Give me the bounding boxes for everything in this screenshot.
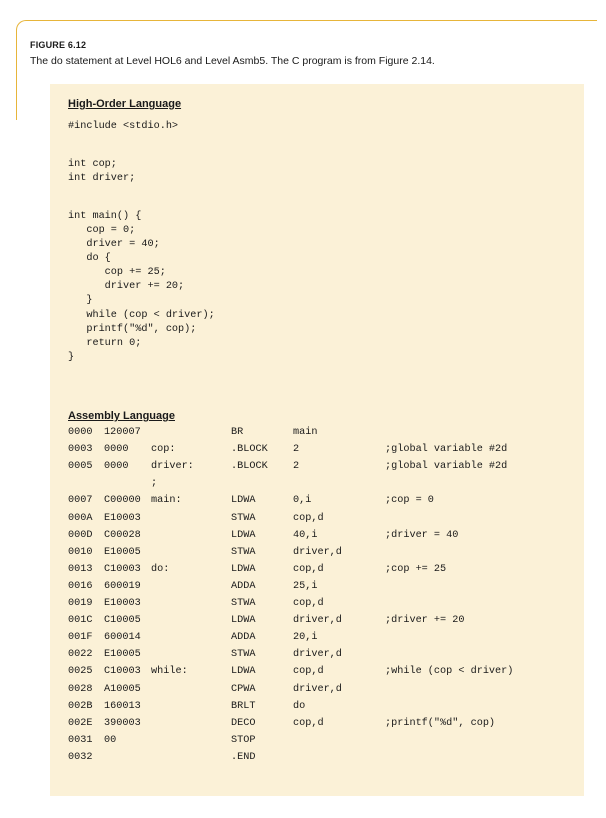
hol-line: } bbox=[68, 352, 75, 363]
asm-address: 0028 bbox=[68, 684, 93, 695]
asm-mnemonic: STWA bbox=[231, 547, 256, 558]
figure-label: FIGURE 6.12 bbox=[30, 40, 87, 50]
hol-title: High-Order Language bbox=[68, 98, 182, 110]
asm-comment: ;driver += 20 bbox=[385, 615, 465, 626]
asm-operand: driver,d bbox=[293, 649, 342, 660]
asm-address: 0032 bbox=[68, 752, 93, 763]
asm-object-code: C10005 bbox=[104, 615, 141, 626]
asm-mnemonic: STWA bbox=[231, 598, 256, 609]
asm-operand: cop,d bbox=[293, 666, 324, 677]
asm-symbol: ; bbox=[151, 478, 158, 489]
asm-object-code: 00 bbox=[104, 735, 117, 746]
asm-address: 0005 bbox=[68, 461, 93, 472]
asm-comment: ;driver = 40 bbox=[385, 530, 459, 541]
asm-mnemonic: CPWA bbox=[231, 684, 256, 695]
asm-object-code: 0000 bbox=[104, 461, 129, 472]
asm-operand: driver,d bbox=[293, 684, 342, 695]
asm-object-code: C10003 bbox=[104, 564, 141, 575]
asm-address: 0016 bbox=[68, 581, 93, 592]
asm-symbol: do: bbox=[151, 564, 170, 575]
asm-mnemonic: .END bbox=[231, 752, 256, 763]
asm-address: 0003 bbox=[68, 444, 93, 455]
figure-frame-left bbox=[16, 40, 17, 120]
asm-operand: driver,d bbox=[293, 547, 342, 558]
asm-address: 0031 bbox=[68, 735, 93, 746]
asm-operand: do bbox=[293, 701, 306, 712]
asm-object-code: E10003 bbox=[104, 598, 141, 609]
asm-operand: 2 bbox=[293, 461, 300, 472]
asm-comment: ;printf("%d", cop) bbox=[385, 718, 496, 729]
asm-mnemonic: STWA bbox=[231, 649, 256, 660]
hol-line: int main() { bbox=[68, 211, 142, 222]
hol-line: return 0; bbox=[68, 338, 142, 349]
asm-comment: ;cop += 25 bbox=[385, 564, 447, 575]
asm-object-code: 160013 bbox=[104, 701, 141, 712]
asm-mnemonic: LDWA bbox=[231, 530, 256, 541]
asm-mnemonic: STOP bbox=[231, 735, 256, 746]
asm-object-code: C10003 bbox=[104, 666, 141, 677]
asm-address: 0013 bbox=[68, 564, 93, 575]
hol-line: cop += 25; bbox=[68, 267, 166, 278]
hol-line: printf("%d", cop); bbox=[68, 324, 197, 335]
asm-mnemonic: STWA bbox=[231, 513, 256, 524]
asm-object-code: 600019 bbox=[104, 581, 141, 592]
asm-address: 0000 bbox=[68, 427, 93, 438]
asm-object-code: C00000 bbox=[104, 495, 141, 506]
asm-mnemonic: BRLT bbox=[231, 701, 256, 712]
asm-operand: cop,d bbox=[293, 564, 324, 575]
asm-address: 002B bbox=[68, 701, 93, 712]
asm-comment: ;global variable #2d bbox=[385, 461, 508, 472]
asm-address: 0025 bbox=[68, 666, 93, 677]
hol-line: driver = 40; bbox=[68, 239, 160, 250]
asm-mnemonic: BR bbox=[231, 427, 244, 438]
asm-symbol: while: bbox=[151, 666, 188, 677]
asm-mnemonic: LDWA bbox=[231, 495, 256, 506]
asm-object-code: E10003 bbox=[104, 513, 141, 524]
asm-mnemonic: LDWA bbox=[231, 666, 256, 677]
asm-operand: 40,i bbox=[293, 530, 318, 541]
asm-mnemonic: DECO bbox=[231, 718, 256, 729]
figure-caption: The do statement at Level HOL6 and Level Asmb5. The C program is from Figure 2.14. bbox=[30, 55, 435, 67]
hol-line: #include <stdio.h> bbox=[68, 121, 179, 132]
asm-object-code: E10005 bbox=[104, 547, 141, 558]
asm-mnemonic: .BLOCK bbox=[231, 444, 268, 455]
asm-operand: 20,i bbox=[293, 632, 318, 643]
asm-address: 001F bbox=[68, 632, 93, 643]
asm-address: 0007 bbox=[68, 495, 93, 506]
hol-line: cop = 0; bbox=[68, 225, 136, 236]
asm-operand: cop,d bbox=[293, 513, 324, 524]
asm-operand: 25,i bbox=[293, 581, 318, 592]
asm-address: 000A bbox=[68, 513, 93, 524]
asm-address: 0019 bbox=[68, 598, 93, 609]
asm-object-code: 390003 bbox=[104, 718, 141, 729]
asm-symbol: main: bbox=[151, 495, 182, 506]
asm-mnemonic: LDWA bbox=[231, 564, 256, 575]
hol-line: int driver; bbox=[68, 173, 136, 184]
asm-object-code: 600014 bbox=[104, 632, 141, 643]
asm-operand: main bbox=[293, 427, 318, 438]
asm-mnemonic: ADDA bbox=[231, 581, 256, 592]
figure-frame bbox=[16, 20, 597, 51]
asm-operand: cop,d bbox=[293, 598, 324, 609]
asm-address: 000D bbox=[68, 530, 93, 541]
asm-comment: ;global variable #2d bbox=[385, 444, 508, 455]
asm-comment: ;cop = 0 bbox=[385, 495, 434, 506]
asm-address: 001C bbox=[68, 615, 93, 626]
asm-address: 002E bbox=[68, 718, 93, 729]
asm-object-code: C00028 bbox=[104, 530, 141, 541]
asm-comment: ;while (cop < driver) bbox=[385, 666, 514, 677]
hol-line: driver += 20; bbox=[68, 281, 185, 292]
asm-symbol: cop: bbox=[151, 444, 176, 455]
asm-address: 0022 bbox=[68, 649, 93, 660]
asm-operand: driver,d bbox=[293, 615, 342, 626]
hol-line: while (cop < driver); bbox=[68, 310, 215, 321]
hol-line: do { bbox=[68, 253, 111, 264]
hol-line: int cop; bbox=[68, 159, 117, 170]
asm-object-code: A10005 bbox=[104, 684, 141, 695]
hol-line: } bbox=[68, 295, 93, 306]
asm-mnemonic: LDWA bbox=[231, 615, 256, 626]
asm-symbol: driver: bbox=[151, 461, 194, 472]
asm-address: 0010 bbox=[68, 547, 93, 558]
asm-object-code: E10005 bbox=[104, 649, 141, 660]
asm-mnemonic: .BLOCK bbox=[231, 461, 268, 472]
asm-operand: cop,d bbox=[293, 718, 324, 729]
asm-operand: 2 bbox=[293, 444, 300, 455]
asm-mnemonic: ADDA bbox=[231, 632, 256, 643]
asm-operand: 0,i bbox=[293, 495, 312, 506]
asm-object-code: 0000 bbox=[104, 444, 129, 455]
asm-title: Assembly Language bbox=[68, 410, 175, 422]
asm-object-code: 120007 bbox=[104, 427, 141, 438]
